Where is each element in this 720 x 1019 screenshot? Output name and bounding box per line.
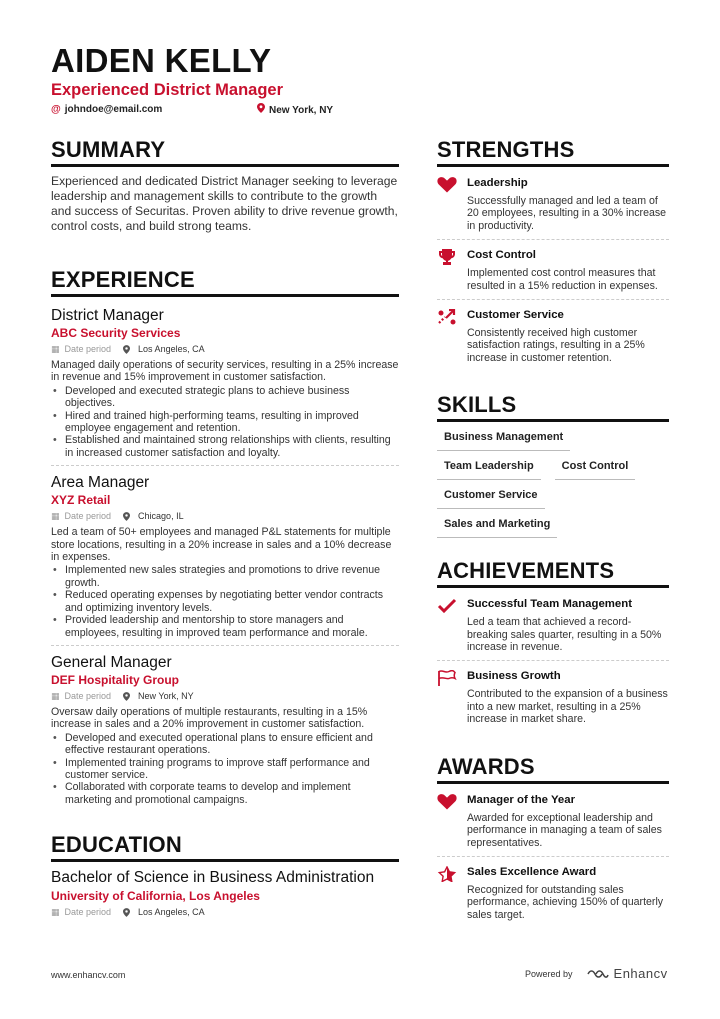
strength-body <box>467 308 669 364</box>
job-company: DEF Hospitality Group <box>51 672 180 687</box>
at-icon: @ <box>51 104 61 115</box>
awards-heading: AWARDS <box>437 754 669 784</box>
achievement-body <box>467 597 669 653</box>
job-title: Area Manager <box>51 474 150 492</box>
skill-tag: Cost Control <box>555 457 636 480</box>
skill-tag: Team Leadership <box>437 457 541 480</box>
achievement-item <box>437 661 669 732</box>
job-bullet: • Implemented new sales strategies and promotions to drive revenue growth. <box>51 564 399 589</box>
achievement-desc: Contributed to the expansion of a business into a new market, resulting in a 25% increase in market share. <box>467 688 668 726</box>
strength-title: Leadership <box>467 177 528 189</box>
location-pin-icon <box>123 908 130 917</box>
calendar-icon: ▦ <box>51 906 60 917</box>
award-item <box>437 784 669 857</box>
job-description: Managed daily operations of security services, resulting in a 25% increase in revenue and 15% improvement in customer satisfaction. <box>51 359 399 384</box>
job-bullet: • Implemented training programs to improve staff performance and customer service. <box>51 757 399 782</box>
job-period: Date period <box>64 344 112 354</box>
job-location <box>123 343 205 356</box>
job-location-text: New York, NY <box>138 690 194 701</box>
award-title: Manager of the Year <box>467 793 576 806</box>
job-company: ABC Security Services <box>51 326 181 340</box>
strength-title: Cost Control <box>467 249 536 262</box>
job-meta <box>51 690 399 703</box>
calendar-icon: ▦ <box>51 344 60 354</box>
job-entry <box>51 306 399 466</box>
job-company: XYZ Retail <box>51 493 111 508</box>
job-meta <box>51 343 399 356</box>
achievement-body <box>467 669 669 725</box>
job-location-text: Chicago, IL <box>138 511 184 522</box>
award-desc: Awarded for exceptional leadership and performance in managing a team of sales representatives. <box>467 811 662 849</box>
route-icon <box>437 308 467 364</box>
star-icon <box>437 865 467 921</box>
strength-item <box>437 240 669 300</box>
strength-desc: Consistently received high customer satisfaction ratings, resulting in a 25% increase in customer retention. <box>467 327 645 364</box>
skill-tag: Customer Service <box>437 486 545 509</box>
calendar-icon: ▦ <box>51 690 60 701</box>
trophy-icon <box>437 248 467 292</box>
job-bullet: • Hired and trained high-performing teams, resulting in improved employee engagement and retention. <box>51 410 399 435</box>
candidate-role: Experienced District Manager <box>51 81 283 99</box>
job-meta <box>51 510 399 523</box>
skills-row <box>437 428 669 451</box>
divider <box>51 465 399 466</box>
job-entry <box>51 653 399 806</box>
job-title: District Manager <box>51 307 164 324</box>
award-body <box>467 865 669 921</box>
job-period: Date period <box>64 690 112 701</box>
location-contact <box>257 103 333 117</box>
education-heading: EDUCATION <box>51 832 399 862</box>
enhancv-logo-icon <box>587 968 609 980</box>
footer-website[interactable]: www.enhancv.com <box>51 970 126 980</box>
job-entry <box>51 473 399 646</box>
job-bullet: • Provided leadership and mentorship to store managers and employees, resulting in improved team performance and morale. <box>51 614 399 639</box>
job-bullet: • Established and maintained strong relationships with clients, resulting in increased customer satisfaction and loyalty. <box>51 434 399 459</box>
strength-body <box>467 248 669 292</box>
location-pin-icon <box>257 103 265 117</box>
skills-row <box>437 486 669 509</box>
achievement-desc: Led a team that achieved a record-breaking sales quarter, resulting in a 50% increase in revenue. <box>467 616 662 654</box>
calendar-icon: ▦ <box>51 511 60 522</box>
job-bullet: • Reduced operating expenses by negotiating better vendor contracts and optimizing inventory levels. <box>51 589 399 614</box>
job-title: General Manager <box>51 653 172 671</box>
strength-desc: Successfully managed and led a team of 20 employees, resulting in a 30% increase in productivity. <box>467 195 667 232</box>
experience-heading: EXPERIENCE <box>51 267 399 297</box>
job-location <box>123 690 194 703</box>
email-text: johndoe@email.com <box>64 104 163 115</box>
strength-desc: Implemented cost control measures that resulted in a 15% reduction in expenses. <box>467 267 658 292</box>
location-pin-icon <box>123 512 130 521</box>
location-pin-icon <box>123 692 130 701</box>
job-period: Date period <box>64 511 112 522</box>
skills-row <box>437 457 669 480</box>
left-column <box>51 137 399 919</box>
skills-list <box>437 428 669 538</box>
award-item <box>437 857 669 928</box>
strength-title: Customer Service <box>467 309 564 322</box>
job-location-text: Los Angeles, CA <box>138 344 205 354</box>
footer-branding <box>525 966 668 981</box>
job-description: Oversaw daily operations of multiple restaurants, resulting in a 15% increase in sales and a 20% improvement in customer satisfaction. <box>51 705 368 731</box>
location-text: New York, NY <box>269 104 334 116</box>
flag-icon <box>437 669 467 725</box>
summary-text: Experienced and dedicated District Manager seeking to leverage leadership and management skills to contribute to the growth and success of Securitas. Proven ability to drive revenue growth, control costs, and build strong teams. <box>51 174 398 233</box>
job-bullet: • Developed and executed strategic plans to achieve business objectives. <box>51 385 399 410</box>
strength-item <box>437 300 669 371</box>
education-school: University of California, Los Angeles <box>51 888 260 903</box>
skills-row <box>437 515 669 538</box>
powered-by-text: Powered by <box>525 968 573 979</box>
achievement-title: Successful Team Management <box>467 598 633 611</box>
location-pin-icon <box>123 345 130 354</box>
checkmark-icon <box>437 597 467 653</box>
education-location <box>123 906 205 919</box>
education-period: Date period <box>64 906 112 917</box>
heart-icon <box>437 176 467 232</box>
enhancv-logo[interactable] <box>587 966 668 981</box>
achievement-item <box>437 588 669 661</box>
job-bullet: • Developed and executed operational plans to ensure efficient and effective restaurant operations. <box>51 732 399 757</box>
job-bullets <box>51 385 399 459</box>
strengths-heading: STRENGTHS <box>437 137 669 167</box>
heart-icon <box>437 793 467 849</box>
award-desc: Recognized for outstanding sales performance, achieving 150% of quarterly sales target. <box>467 883 664 921</box>
divider <box>51 645 399 646</box>
skills-heading: SKILLS <box>437 392 669 422</box>
job-bullet: • Collaborated with corporate teams to develop and implement marketing and promotional campaigns. <box>51 781 399 806</box>
job-description: Led a team of 50+ employees and managed P&L statements for multiple store locations, resulting in a 20% increase in sales and a 10% decrease in expenses. <box>51 526 392 564</box>
job-location <box>123 510 184 523</box>
education-meta <box>51 906 399 919</box>
job-bullets <box>51 732 399 806</box>
award-body <box>467 793 669 849</box>
email-contact[interactable] <box>51 103 162 116</box>
award-title: Sales Excellence Award <box>467 865 597 878</box>
achievements-heading: ACHIEVEMENTS <box>437 558 669 588</box>
education-location-text: Los Angeles, CA <box>138 906 205 917</box>
education-degree: Bachelor of Science in Business Administration <box>51 869 375 887</box>
achievement-title: Business Growth <box>467 670 561 683</box>
right-column <box>437 137 669 928</box>
strength-item <box>437 167 669 240</box>
skill-tag: Sales and Marketing <box>437 515 557 538</box>
summary-heading: SUMMARY <box>51 137 399 167</box>
candidate-name: AIDEN KELLY <box>51 42 272 79</box>
strength-body <box>467 176 669 232</box>
skill-tag: Business Management <box>437 428 570 451</box>
brand-name: Enhancv <box>613 966 668 981</box>
job-bullets <box>51 564 399 638</box>
